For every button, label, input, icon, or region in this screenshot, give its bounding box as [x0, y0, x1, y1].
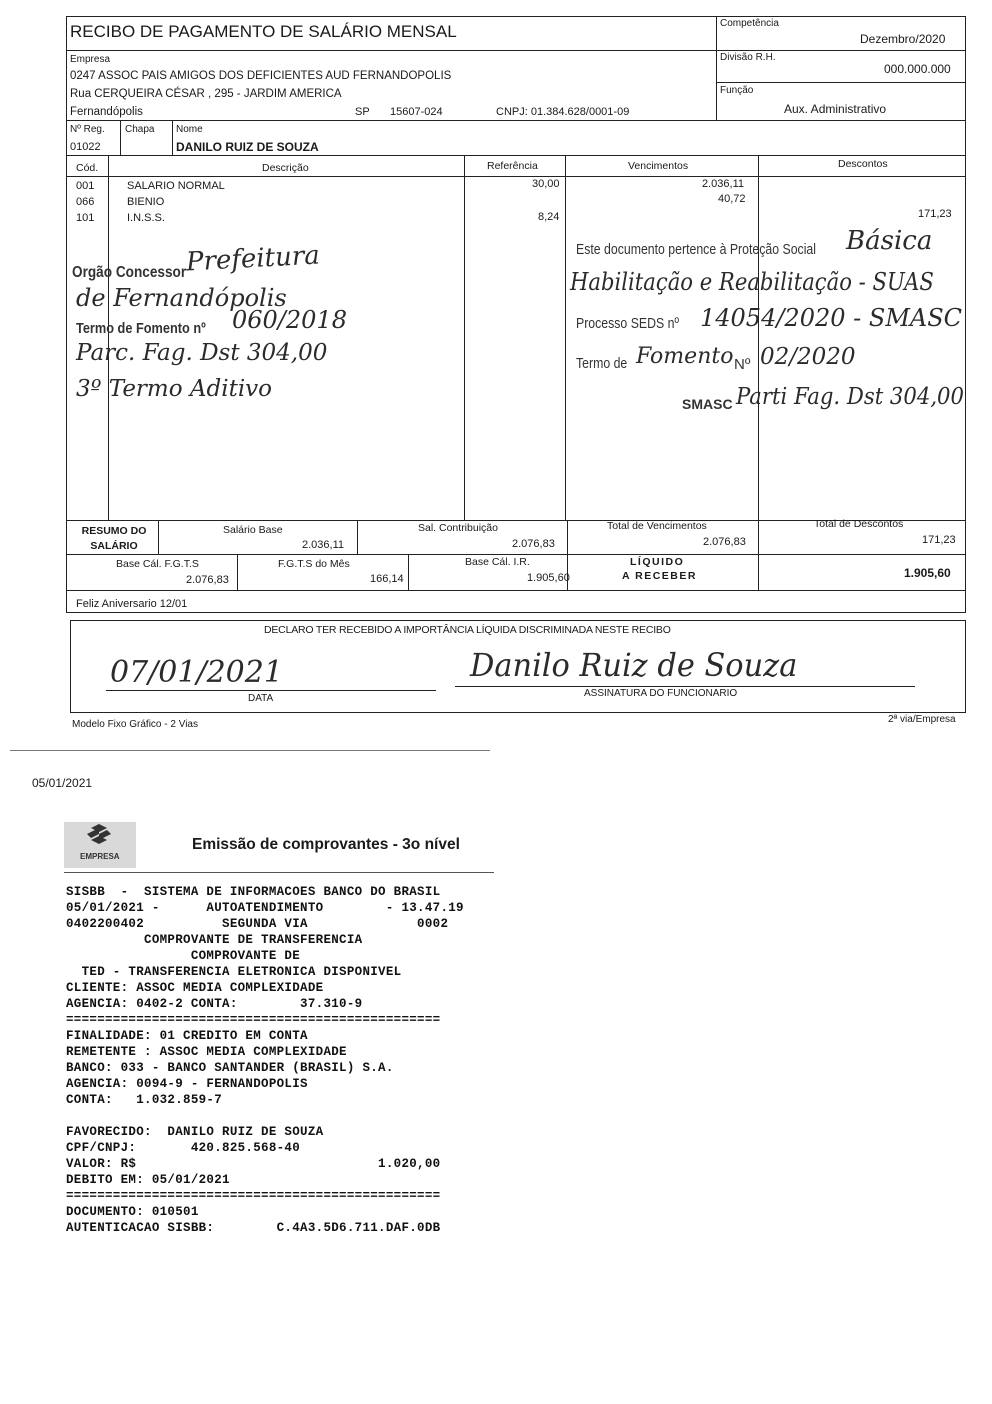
- bank-receipt: [0, 760, 992, 1280]
- bank-line: BANCO: 033 - BANCO SANTANDER (BRASIL) S.A.: [66, 1061, 394, 1075]
- stamp-no: Nº: [734, 356, 751, 373]
- col-referencia: Referência: [487, 160, 538, 172]
- reg-label: Nº Reg.: [70, 124, 105, 135]
- handwriting-processo: 14054/2020 - SMASC: [700, 304, 963, 332]
- funcao-label: Função: [720, 85, 754, 96]
- bank-line: CPF/CNPJ: 420.825.568-40: [66, 1141, 301, 1155]
- resumo-text: RESUMO DO SALÁRIO: [81, 525, 147, 552]
- empresa-cnpj: CNPJ: 01.384.628/0001-09: [496, 106, 630, 118]
- item-cod: 001: [76, 180, 95, 192]
- resumo-salario-label: [72, 524, 156, 554]
- bank-line: FAVORECIDO: DANILO RUIZ DE SOUZA: [66, 1125, 324, 1139]
- col-descontos: Descontos: [838, 158, 888, 170]
- bank-line: CLIENTE: ASSOC MEDIA COMPLEXIDADE: [66, 981, 324, 995]
- print-date: 05/01/2021: [32, 776, 93, 790]
- total-vencimentos-label: Total de Vencimentos: [607, 520, 707, 532]
- empresa-address: Rua CERQUEIRA CÉSAR , 295 - JARDIM AMERICA: [70, 88, 342, 100]
- bank-line: DOCUMENTO: 010501: [66, 1205, 199, 1219]
- col-vencimentos: Vencimentos: [628, 160, 689, 172]
- funcao-value: Aux. Administrativo: [784, 102, 887, 116]
- bank-line: [66, 1108, 464, 1124]
- salario-base-label: Salário Base: [223, 524, 283, 536]
- item-descricao: BIENIO: [127, 196, 165, 208]
- empresa-cep: 15607-024: [390, 106, 443, 118]
- item-vencimentos: 40,72: [718, 193, 746, 205]
- base-ir-value: 1.905,60: [527, 572, 570, 584]
- fgts-mes-value: 166,14: [370, 573, 404, 585]
- divisao-value: 000.000.000: [884, 62, 951, 76]
- message-aniversario: Feliz Aniversario 12/01: [76, 598, 188, 610]
- bank-line: COMPROVANTE DE TRANSFERENCIA: [66, 933, 363, 947]
- bank-logo: [64, 822, 136, 868]
- item-descricao: I.N.S.S.: [127, 212, 165, 224]
- bank-line: 05/01/2021 - AUTOATENDIMENTO - 13.47.19: [66, 901, 464, 915]
- bank-line: VALOR: R$ 1.020,00: [66, 1157, 441, 1171]
- total-vencimentos-value: 2.076,83: [703, 536, 746, 548]
- total-descontos-label: Total de Descontos: [814, 518, 904, 530]
- sal-contrib-value: 2.076,83: [512, 538, 555, 550]
- col-descricao: Descrição: [262, 162, 309, 174]
- footer-via: 2ª via/Empresa: [888, 714, 956, 725]
- bank-line: FINALIDADE: 01 CREDITO EM CONTA: [66, 1029, 308, 1043]
- handwriting-date: 07/01/2021: [110, 655, 283, 690]
- liquido-label-2: A RECEBER: [622, 570, 697, 582]
- assinatura-label: ASSINATURA DO FUNCIONARIO: [584, 688, 738, 699]
- base-fgts-value: 2.076,83: [186, 574, 229, 586]
- liquido-label-1: LÍQUIDO: [630, 556, 685, 568]
- bank-line: CONTA: 1.032.859-7: [66, 1093, 223, 1107]
- stamp-processo: Processo SEDS nº: [576, 315, 679, 332]
- data-label: DATA: [248, 693, 274, 704]
- scan-divider: [10, 750, 490, 751]
- bank-title: Emissão de comprovantes - 3o nível: [192, 836, 460, 853]
- nome-label: Nome: [176, 124, 203, 135]
- nome-value: DANILO RUIZ DE SOUZA: [176, 140, 319, 154]
- bank-text-block: [66, 884, 464, 1236]
- total-descontos-value: 171,23: [922, 534, 956, 546]
- title-underline: [64, 872, 494, 873]
- empresa-state: SP: [355, 106, 370, 118]
- handwriting-signature: Danilo Ruiz de Souza: [470, 646, 798, 684]
- competencia-value: Dezembro/2020: [860, 32, 946, 46]
- bank-line: TED - TRANSFERENCIA ELETRONICA DISPONIVEL: [66, 965, 402, 979]
- handwriting-termo-aditivo: 3º Termo Aditivo: [76, 376, 273, 402]
- salario-base-value: 2.036,11: [302, 539, 345, 551]
- handwriting-fomento: Fomento: [636, 344, 734, 369]
- chapa-label: Chapa: [125, 124, 155, 135]
- handwriting-smasc-parcela: Parti Fag. Dst 304,00: [736, 384, 964, 410]
- col-cod: Cód.: [76, 162, 99, 174]
- bank-line: REMETENTE : ASSOC MEDIA COMPLEXIDADE: [66, 1045, 347, 1059]
- stamp-smasc: SMASC: [682, 396, 733, 412]
- bank-logo-text: EMPRESA: [80, 852, 120, 861]
- fgts-mes-label: F.G.T.S do Mês: [278, 558, 350, 570]
- bank-line: ================================================: [66, 1013, 441, 1027]
- stamp-documento-pertence: Este documento pertence à Proteção Social: [576, 241, 817, 258]
- stamp-orgao-concessor: Orgão Concessor: [72, 264, 187, 281]
- base-ir-label: Base Cál. I.R.: [465, 556, 530, 568]
- handwriting-habilitacao: Habilitação e Reabilitação - SUAS: [570, 268, 934, 296]
- item-descricao: SALARIO NORMAL: [127, 180, 225, 192]
- bank-line: COMPROVANTE DE: [66, 949, 301, 963]
- bb-logo-icon: [64, 822, 136, 868]
- bank-line: DEBITO EM: 05/01/2021: [66, 1173, 230, 1187]
- footer-modelo: Modelo Fixo Gráfico - 2 Vias: [72, 719, 198, 730]
- bank-line: AGENCIA: 0402-2 CONTA: 37.310-9: [66, 997, 363, 1011]
- handwriting-basica: Básica: [846, 226, 933, 256]
- competencia-label: Competência: [720, 18, 779, 29]
- handwriting-termo-number: 060/2018: [232, 306, 347, 334]
- item-cod: 066: [76, 196, 95, 208]
- empresa-city: Fernandópolis: [70, 106, 143, 118]
- bank-line: ================================================: [66, 1189, 441, 1203]
- bank-line: SISBB - SISTEMA DE INFORMACOES BANCO DO BRASIL: [66, 885, 441, 899]
- reg-value: 01022: [70, 141, 101, 153]
- empresa-label: Empresa: [70, 54, 111, 65]
- base-fgts-label: Base Cál. F.G.T.S: [116, 558, 199, 570]
- empresa-name: 0247 ASSOC PAIS AMIGOS DOS DEFICIENTES AUD FERNANDOPOLIS: [70, 70, 452, 82]
- item-descontos: 171,23: [918, 208, 952, 220]
- item-referencia: 8,24: [538, 211, 560, 223]
- stamp-termo-fomento: Termo de Fomento nº: [76, 320, 206, 337]
- item-vencimentos: 2.036,11: [702, 178, 745, 190]
- sal-contrib-label: Sal. Contribuição: [418, 522, 498, 534]
- handwriting-termo-fomento-number: 02/2020: [760, 344, 856, 370]
- receipt-title: RECIBO DE PAGAMENTO DE SALÁRIO MENSAL: [70, 22, 457, 41]
- stamp-termo-de: Termo de: [576, 355, 628, 372]
- liquido-value: 1.905,60: [904, 566, 951, 580]
- bank-line: 0402200402 SEGUNDA VIA 0002: [66, 917, 449, 931]
- item-referencia: 30,00: [532, 178, 560, 190]
- bank-line: AGENCIA: 0094-9 - FERNANDOPOLIS: [66, 1077, 308, 1091]
- declaro-text: DECLARO TER RECEBIDO A IMPORTÂNCIA LÍQUIDA DISCRIMINADA NESTE RECIBO: [264, 624, 671, 636]
- bank-line: AUTENTICACAO SISBB: C.4A3.5D6.711.DAF.0DB: [66, 1221, 441, 1235]
- item-cod: 101: [76, 212, 95, 224]
- handwriting-fernandopolis: de Fernandópolis: [76, 284, 287, 312]
- divisao-label: Divisão R.H.: [720, 52, 776, 63]
- handwriting-parcela: Parc. Fag. Dst 304,00: [76, 340, 328, 366]
- handwriting-prefeitura: Prefeitura: [185, 240, 321, 278]
